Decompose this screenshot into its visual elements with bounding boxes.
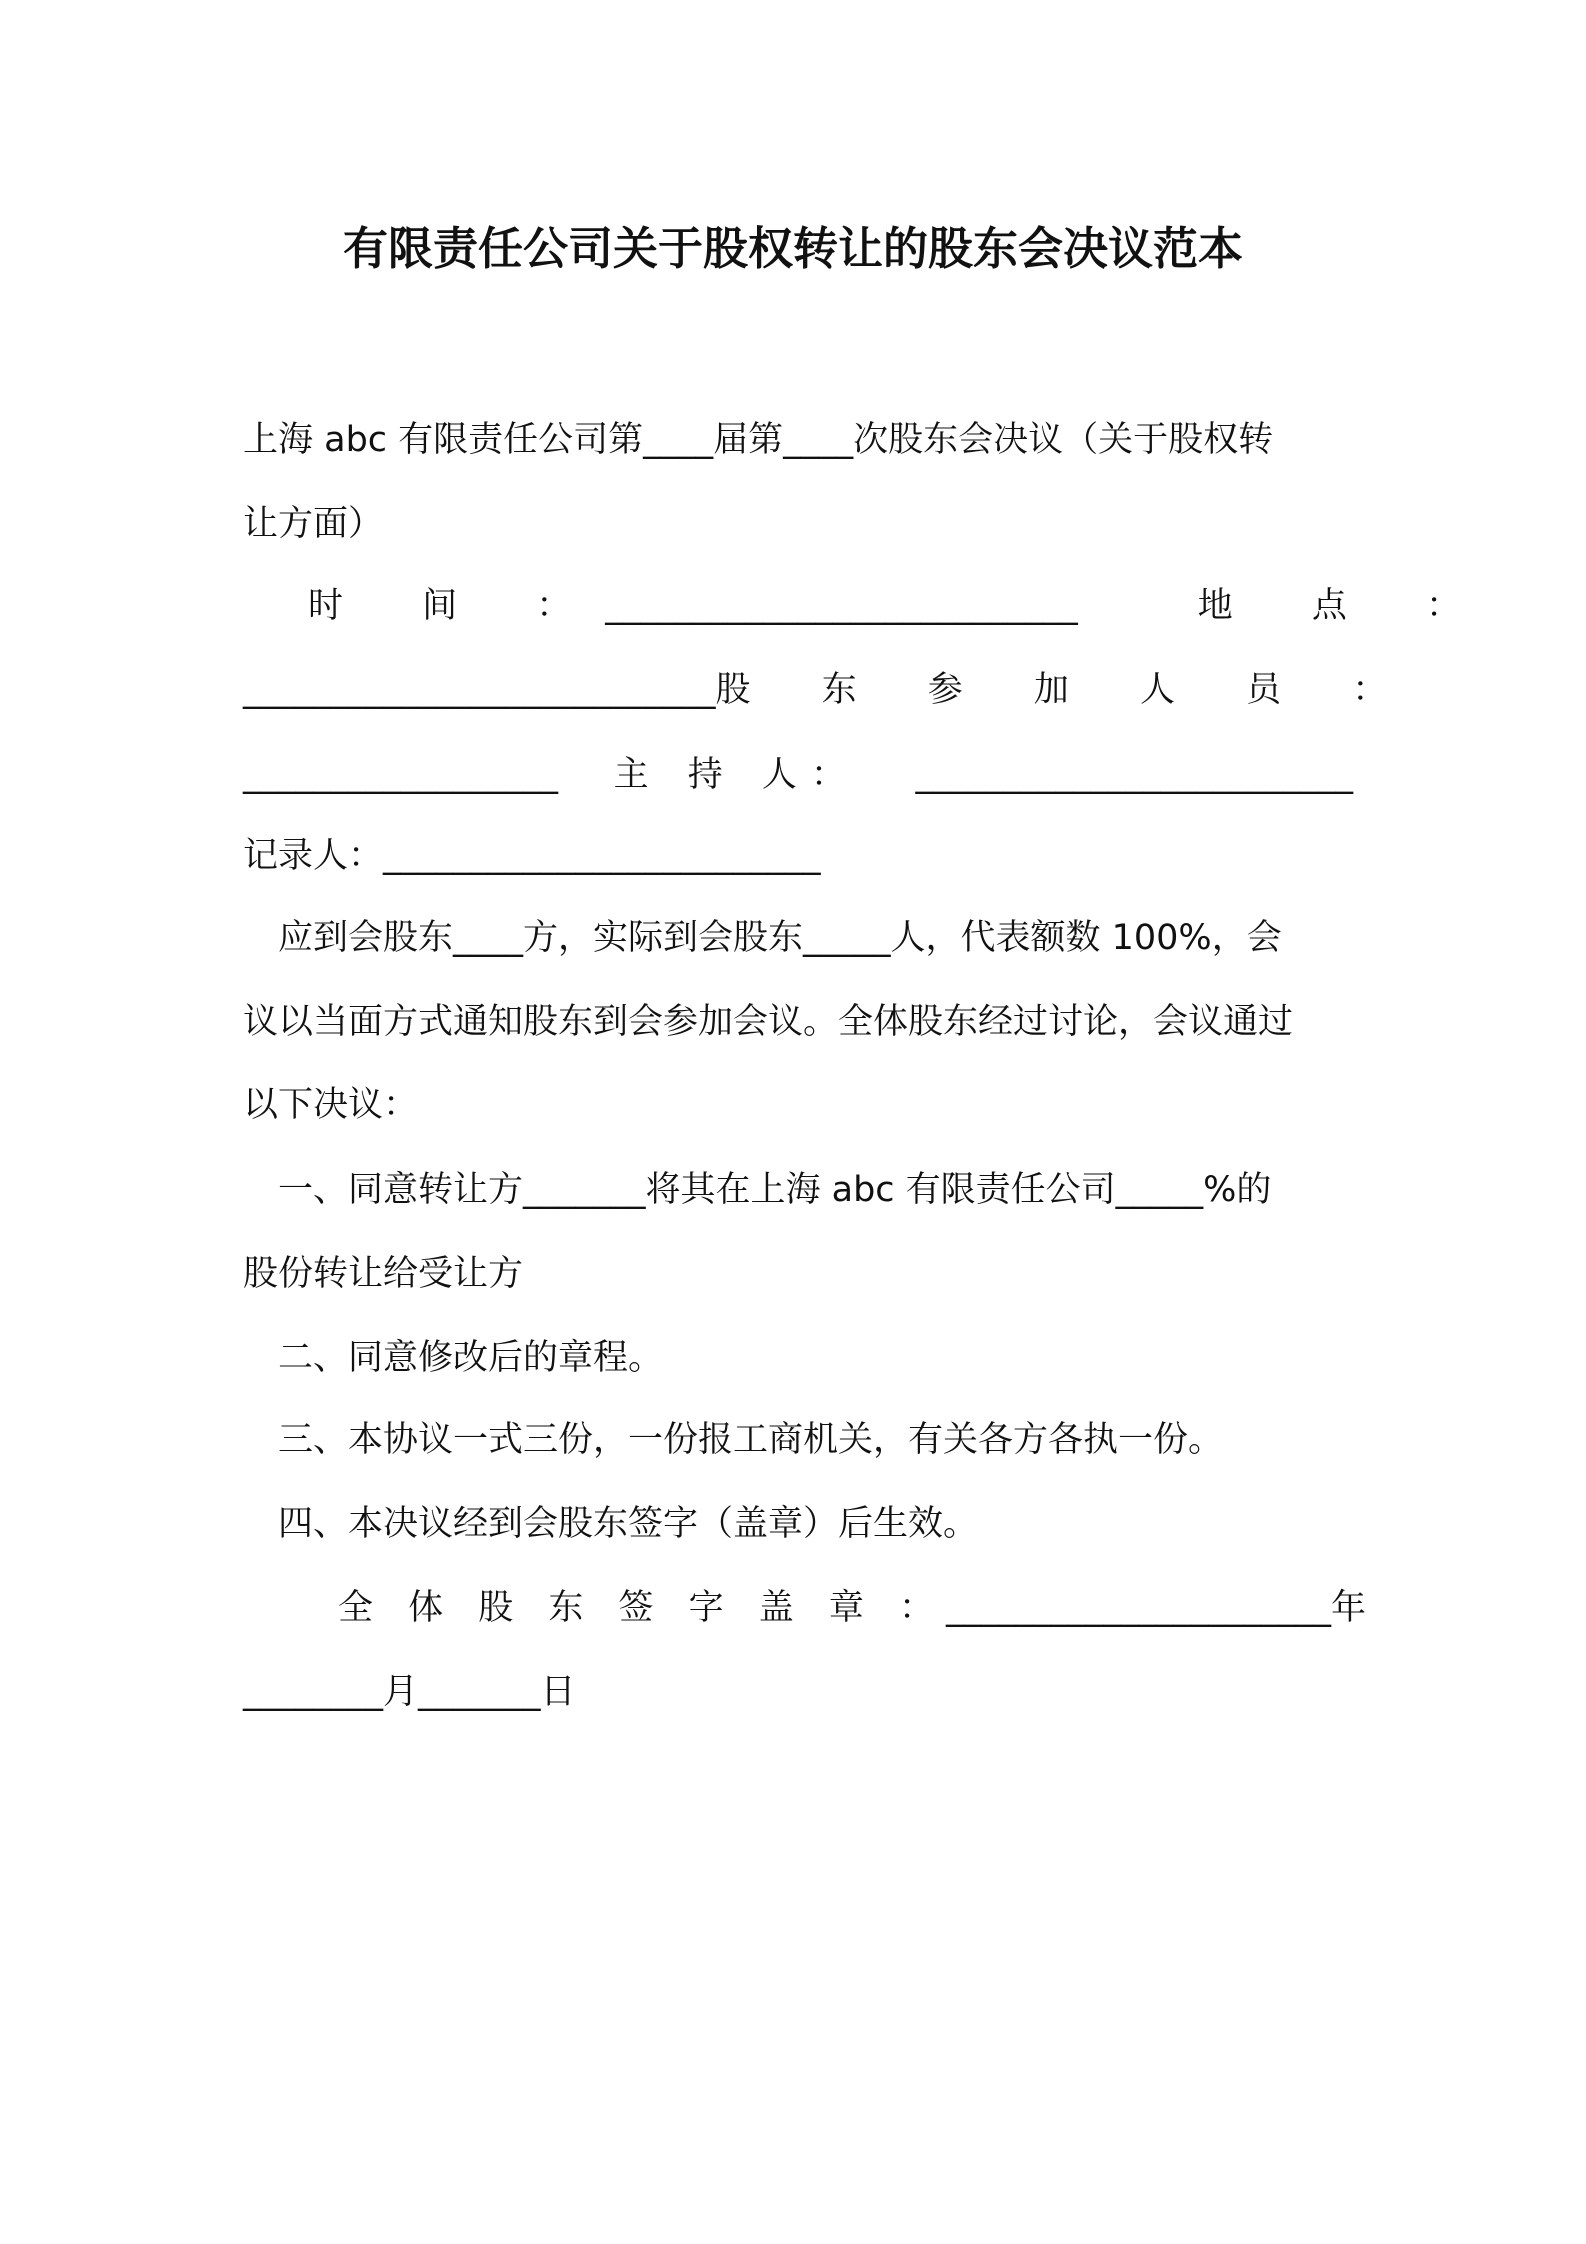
item2-line: 二、同意修改后的章程。 [278, 1338, 664, 1378]
heading-line-2: 让方面） [243, 504, 384, 544]
item1-line-1: 一、同意转让方_______将其在上海 abc 有限责任公司_____%的 [278, 1170, 1272, 1210]
time-blank: ___________________________ [605, 586, 1078, 626]
item1-line-2: 股份转让给受让方 [243, 1254, 524, 1294]
signature-blank: _____________ [946, 1588, 1174, 1628]
host-blank: _________________________ [915, 755, 1353, 795]
place-attendees-row [243, 660, 1418, 720]
recorder-line: 记录人：_________________________ [243, 836, 821, 876]
attendees-blank: __________________ [243, 755, 558, 795]
signature-label: 全 体 股 东 签 字 盖 章 ： [338, 1588, 947, 1628]
time-label: 时 间 ： [308, 586, 606, 626]
item3-line: 三、本协议一式三份，一份报工商机关，有关各方各执一份。 [278, 1420, 1224, 1460]
place-label: 地 点 ： [1197, 586, 1496, 626]
place-blank: ___________________________ [243, 670, 716, 710]
signature-row [338, 1578, 1367, 1638]
document-title: 有限责任公司关于股权转让的股东会决议范本 [342, 222, 1243, 275]
year-part: _________年 [1173, 1588, 1367, 1628]
para1-line-2: 议以当面方式通知股东到会参加会议。全体股东经过讨论，会议通过 [243, 1002, 1294, 1042]
heading-line-1: 上海 abc 有限责任公司第____届第____次股东会决议（关于股权转 [243, 420, 1274, 460]
attendees-host-row [243, 745, 1353, 805]
host-label: 主 持 人： [613, 755, 860, 795]
date-line: ________月_______日 [243, 1672, 576, 1712]
para1-line-1: 应到会股东____方，实际到会股东_____人，代表额数 100%，会 [278, 918, 1282, 958]
attendees-label: 股 东 参 加 人 员 ： [715, 670, 1418, 710]
time-place-row [308, 576, 1496, 636]
item4-line: 四、本决议经到会股东签字（盖章）后生效。 [278, 1504, 979, 1544]
para1-line-3: 以下决议： [243, 1085, 419, 1125]
